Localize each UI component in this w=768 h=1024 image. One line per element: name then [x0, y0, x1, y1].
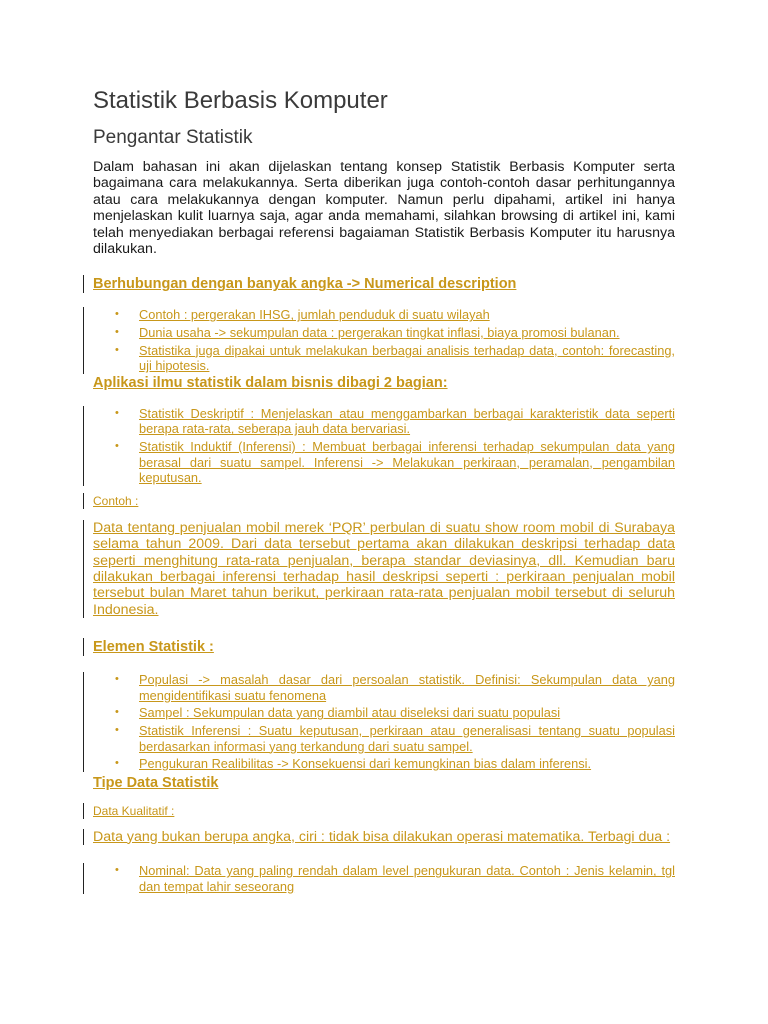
kualitatif-list: [93, 863, 675, 894]
list-item[interactable]: • Statistik Inferensi : Suatu keputusan, perkiraan atau generalisasi tentang suatu populasi berdasarkan informasi yang terkandung dari suatu sampel.: [93, 723, 675, 754]
list-item[interactable]: • Sampel : Sekumpulan data yang diambil atau diseleksi dari suatu populasi: [93, 705, 675, 721]
section-heading-tipe-data[interactable]: Tipe Data Statistik: [93, 774, 219, 791]
document-page: [93, 84, 675, 894]
section-heading-aplikasi[interactable]: Aplikasi ilmu statistik dalam bisnis dibagi 2 bagian:: [93, 374, 448, 391]
list-item[interactable]: • Contoh : pergerakan IHSG, jumlah penduduk di suatu wilayah: [93, 307, 675, 323]
aplikasi-list: [93, 406, 675, 486]
example-label[interactable]: Contoh :: [93, 493, 675, 509]
elemen-list: [93, 672, 675, 772]
list-item[interactable]: • Statistik Deskriptif : Menjelaskan atau menggambarkan berbagai karakteristik data seperti berapa rata-rata, seberapa jauh data bervariasi.: [93, 406, 675, 437]
list-item[interactable]: • Populasi -> masalah dasar dari persoalan statistik. Definisi: Sekumpulan data yang mengidentifikasi suatu fenomena: [93, 672, 675, 703]
list-item[interactable]: • Pengukuran Realibilitas -> Konsekuensi dari kemungkinan bias dalam inferensi.: [93, 756, 675, 772]
example-paragraph[interactable]: Data tentang penjualan mobil merek ‘PQR’ perbulan di suatu show room mobil di Surabaya selama tahun 2009. Dari data tersebut pertama akan dilakukan deskripsi terhadap data seperti menghitung rata-rata penjualan, berapa standar deviasinya, dll. Kemudian baru dilakukan berbagai inferensi terhadap hasil deskripsi seperti : perkiraan penjualan mobil tersebut bulan Maret tahun berikut, perkiraan rata-rata penjualan mobil tersebut di seluruh Indonesia.: [93, 519, 675, 618]
list-item[interactable]: • Nominal: Data yang paling rendah dalam level pengukuran data. Contoh : Jenis kelamin, tgl dan tempat lahir seseorang: [93, 863, 675, 894]
numerical-list: [93, 307, 675, 373]
section-heading-elemen[interactable]: Elemen Statistik :: [93, 638, 675, 656]
sub-label-kualitatif[interactable]: Data Kualitatif :: [93, 803, 675, 819]
kualitatif-paragraph[interactable]: Data yang bukan berupa angka, ciri : tidak bisa dilakukan operasi matematika. Terbagi dua :: [93, 829, 675, 845]
page-title: Statistik Berbasis Komputer: [93, 87, 388, 114]
section-heading-numerical[interactable]: Berhubungan dengan banyak angka -> Numerical description: [93, 275, 675, 293]
list-item[interactable]: • Dunia usaha -> sekumpulan data : pergerakan tingkat inflasi, biaya promosi bulanan.: [93, 325, 675, 341]
page-subtitle: Pengantar Statistik: [93, 127, 253, 148]
list-item[interactable]: • Statistik Induktif (Inferensi) : Membuat berbagai inferensi terhadap sekumpulan data yang berasal dari suatu sampel. Inferensi -> Melakukan perkiraan, peramalan, pengambilan keputusan.: [93, 439, 675, 486]
intro-paragraph: Dalam bahasan ini akan dijelaskan tentang konsep Statistik Berbasis Komputer serta bagaimana cara melakukannya. Serta diberikan juga contoh-contoh dasar perhitungannya atau cara melakukannya dengan komputer. Namun perlu dipahami, artikel ini hanya menjelaskan kulit luarnya saja, agar anda memahami, silahkan browsing di artikel ini, kami telah menyediakan berbagai referensi bagaiaman Statistik Berbasis Komputer itu harusnya dilakukan.: [93, 159, 675, 258]
list-item[interactable]: • Statistika juga dipakai untuk melakukan berbagai analisis terhadap data, contoh: forecasting, uji hipotesis.: [93, 343, 675, 374]
